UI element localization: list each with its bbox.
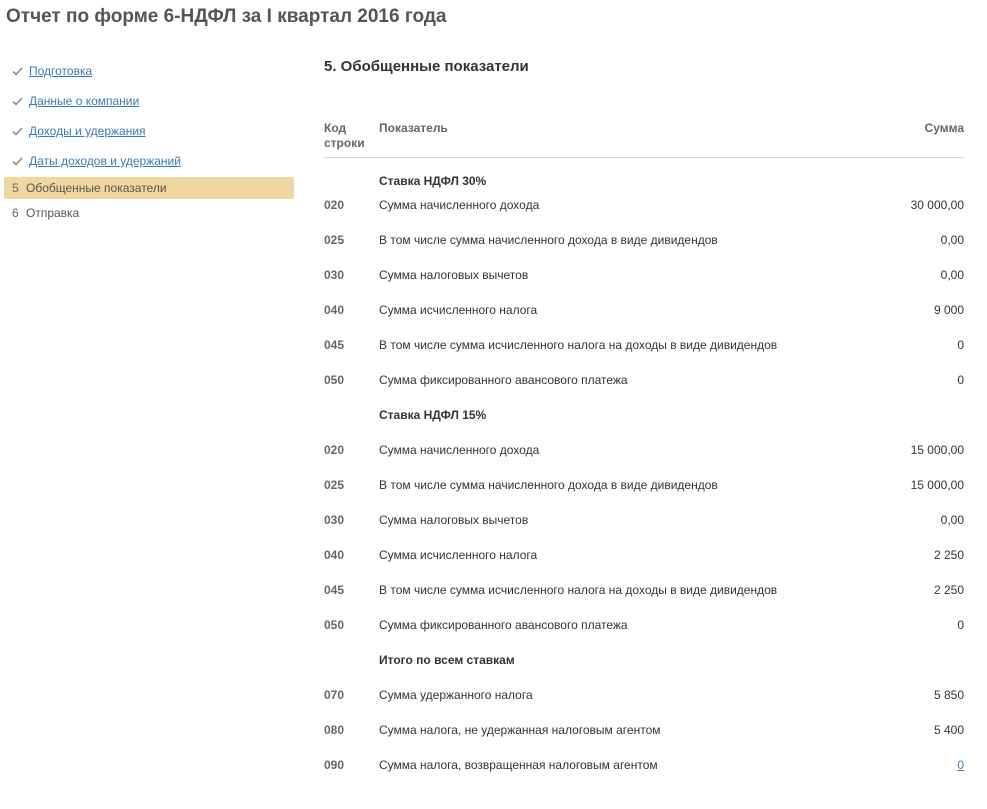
row-sum: 0,00 — [940, 513, 964, 527]
row-name: Сумма налоговых вычетов — [379, 513, 529, 527]
steps-sidebar — [4, 56, 294, 224]
group-title: Ставка НДФЛ 30% — [379, 174, 487, 188]
row-name: Сумма налога, не удержанная налоговым агентом — [379, 723, 661, 737]
check-icon — [12, 127, 26, 136]
row-code: 020 — [324, 443, 345, 457]
step-item[interactable] — [4, 56, 294, 86]
row-code: 025 — [324, 233, 345, 247]
check-icon — [12, 157, 26, 166]
table-row — [324, 468, 964, 503]
table-row — [324, 258, 964, 293]
row-sum: 2 250 — [933, 583, 964, 597]
table-row — [324, 363, 964, 398]
row-code: 045 — [324, 583, 345, 597]
group-title: Итого по всем ставкам — [379, 653, 515, 667]
row-name: Сумма начисленного дохода — [379, 443, 540, 457]
table-row — [324, 678, 964, 713]
row-sum: 0 — [957, 618, 964, 632]
group-row — [324, 643, 964, 678]
row-name: Сумма налоговых вычетов — [379, 268, 529, 282]
table-row — [324, 503, 964, 538]
row-code: 030 — [324, 513, 345, 527]
table-row — [324, 223, 964, 258]
row-sum: 15 000,00 — [910, 478, 964, 492]
row-code: 045 — [324, 338, 345, 352]
step-number: 5 — [12, 181, 19, 195]
table-row — [324, 748, 964, 783]
step-number: 6 — [12, 206, 19, 220]
row-name: В том числе сумма начисленного дохода в виде дивидендов — [379, 233, 718, 247]
section-title: 5. Обобщенные показатели — [324, 58, 529, 75]
table-header — [324, 118, 964, 158]
table-row — [324, 538, 964, 573]
row-code: 050 — [324, 373, 345, 387]
row-code: 040 — [324, 303, 345, 317]
row-code: 050 — [324, 618, 345, 632]
group-row — [324, 398, 964, 433]
table-row — [324, 573, 964, 608]
column-header-code-line1: Код — [324, 121, 347, 135]
column-header-sum: Сумма — [924, 121, 964, 135]
row-name: Сумма исчисленного налога — [379, 548, 538, 562]
row-sum: 0,00 — [940, 233, 964, 247]
check-icon — [12, 97, 26, 106]
step-label: Отправка — [26, 206, 80, 220]
step-item[interactable] — [4, 86, 294, 116]
table-row — [324, 713, 964, 748]
row-sum: 0 — [957, 373, 964, 387]
row-sum: 30 000,00 — [910, 198, 964, 212]
page-title: Отчет по форме 6-НДФЛ за I квартал 2016 года — [6, 6, 447, 27]
row-code: 020 — [324, 198, 345, 212]
row-sum: 5 400 — [933, 723, 964, 737]
row-code: 025 — [324, 478, 345, 492]
row-code: 080 — [324, 723, 345, 737]
step-item — [4, 177, 294, 199]
row-name: Сумма налога, возвращенная налоговым агентом — [379, 758, 658, 772]
row-name: Сумма фиксированного авансового платежа — [379, 373, 628, 387]
step-item[interactable] — [4, 146, 294, 176]
row-name: В том числе сумма начисленного дохода в виде дивидендов — [379, 478, 718, 492]
group-row — [324, 158, 964, 188]
row-sum[interactable]: 0 — [957, 758, 964, 772]
row-name: Сумма начисленного дохода — [379, 198, 540, 212]
step-label: Обобщенные показатели — [26, 181, 167, 195]
table-row — [324, 188, 964, 223]
row-sum: 0 — [957, 338, 964, 352]
row-name: Сумма исчисленного налога — [379, 303, 538, 317]
row-sum: 0,00 — [940, 268, 964, 282]
table-row — [324, 608, 964, 643]
step-link[interactable]: Подготовка — [29, 64, 93, 78]
table-body — [324, 158, 964, 783]
group-title: Ставка НДФЛ 15% — [379, 408, 487, 422]
row-code: 040 — [324, 548, 345, 562]
row-name: В том числе сумма исчисленного налога на доходы в виде дивидендов — [379, 338, 778, 352]
row-code: 070 — [324, 688, 345, 702]
row-sum: 5 850 — [933, 688, 964, 702]
row-name: Сумма фиксированного авансового платежа — [379, 618, 628, 632]
step-item[interactable] — [4, 116, 294, 146]
check-icon — [12, 67, 26, 76]
step-link[interactable]: Данные о компании — [29, 94, 140, 108]
row-sum: 9 000 — [933, 303, 964, 317]
table-row — [324, 328, 964, 363]
table-row — [324, 433, 964, 468]
row-sum: 15 000,00 — [910, 443, 964, 457]
row-name: Сумма удержанного налога — [379, 688, 533, 702]
indicators-table — [324, 118, 964, 783]
step-item — [4, 202, 294, 224]
row-name: В том числе сумма исчисленного налога на доходы в виде дивидендов — [379, 583, 778, 597]
column-header-code-line2: строки — [324, 136, 365, 150]
row-sum: 2 250 — [933, 548, 964, 562]
column-header-code — [324, 121, 365, 151]
table-row — [324, 293, 964, 328]
step-link[interactable]: Даты доходов и удержаний — [29, 154, 181, 168]
column-header-name: Показатель — [379, 121, 448, 135]
row-code: 030 — [324, 268, 345, 282]
row-code: 090 — [324, 758, 345, 772]
step-link[interactable]: Доходы и удержания — [29, 124, 146, 138]
